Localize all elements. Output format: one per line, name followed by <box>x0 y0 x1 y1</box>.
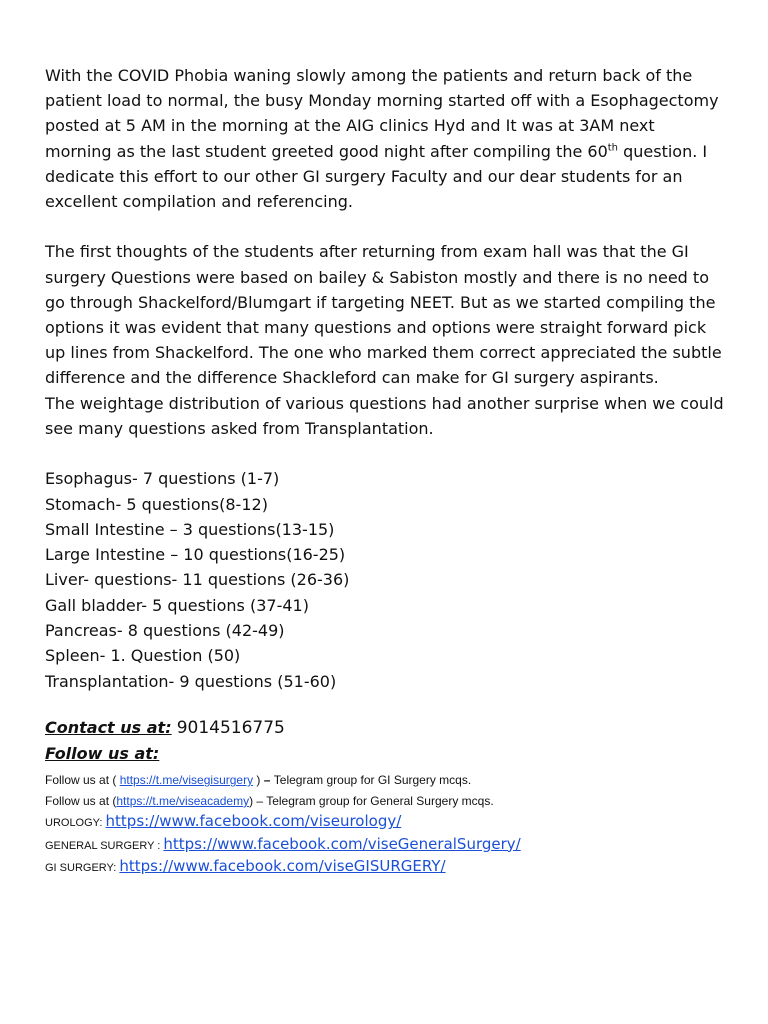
list-item: Stomach- 5 questions(8-12) <box>45 494 268 514</box>
paragraph-spacer <box>45 214 724 239</box>
gi-surgery-row <box>45 856 724 878</box>
link-prefix: Follow us at ( <box>45 773 120 788</box>
list-item: Gall bladder- 5 questions (37-41) <box>45 595 309 615</box>
urology-row <box>45 811 724 833</box>
link-dash: – <box>260 773 274 788</box>
list-item: Spleen- 1. Question (50) <box>45 646 241 666</box>
telegram-gi-link[interactable]: https://t.me/visegisurgery <box>119 773 254 788</box>
link-description: Telegram group for GI Surgery mcqs. <box>273 773 472 788</box>
general-surgery-row <box>45 834 724 856</box>
intro-paragraph-1 <box>45 63 724 214</box>
list-item: Large Intestine – 10 questions(16-25) <box>45 545 346 565</box>
telegram-gi-row <box>45 770 724 790</box>
telegram-general-link[interactable]: https://t.me/viseacademy <box>116 793 250 808</box>
list-item: Small Intestine – 3 questions(13-15) <box>45 519 335 539</box>
paragraph-spacer <box>45 441 724 466</box>
urology-label: UROLOGY: <box>45 817 106 830</box>
list-item: Pancreas- 8 questions (42-49) <box>45 621 285 640</box>
intro-paragraph-1-text: With the COVID Phobia waning slowly among the patients and return back of the patient load to normal, the busy Monday morning started off with a Esophagectomy posted at 5 AM in the morning at the AIG clinics Hyd and It was at 3AM next morning as the last student greeted good night after compiling the 60 <box>45 66 719 161</box>
general-surgery-label: GENERAL SURGERY : <box>45 839 164 852</box>
general-surgery-facebook-link[interactable]: https://www.facebook.com/viseGeneralSurgery/ <box>163 834 521 853</box>
link-description: – Telegram group for General Surgery mcqs. <box>253 793 494 808</box>
ordinal-superscript: th <box>607 142 619 154</box>
link-close: ) <box>253 773 261 788</box>
link-close: ) <box>249 793 254 808</box>
intro-paragraph-3: The weightage distribution of various questions had another surprise when we could see many questions asked from Transplantation. <box>45 393 724 438</box>
social-links <box>45 770 724 878</box>
follow-label: Follow us at: <box>45 744 160 764</box>
contact-phone: 9014516775 <box>176 717 285 738</box>
contact-line <box>45 715 724 741</box>
intro-paragraph-1-text-end: question. I dedicate this effort to our other GI surgery Faculty and our dear students for an excellent compilation and referencing. <box>45 141 708 212</box>
list-item: Transplantation- 9 questions (51-60) <box>45 671 337 691</box>
question-distribution-list <box>45 466 724 694</box>
list-item: Liver- questions- 11 questions (26-36) <box>45 570 350 590</box>
follow-line <box>45 741 724 766</box>
intro-paragraph-2: The first thoughts of the students after returning from exam hall was that the GI surgery Questions were based on bailey & Sabiston mostly and there is no need to go through Shackelford/Blumgart if targeting NEET. But as we started compiling the options it was evident that many questions and options were straight forward pick up lines from Shackelford. The one who marked them correct appreciated the subtle difference and the difference Shackleford can make for GI surgery aspirants. <box>45 242 722 388</box>
link-prefix: Follow us at ( <box>45 793 117 808</box>
gi-surgery-facebook-link[interactable]: https://www.facebook.com/viseGISURGERY/ <box>119 857 446 876</box>
gi-surgery-label: GI SURGERY: <box>45 862 120 875</box>
contact-block <box>45 715 724 767</box>
telegram-general-row <box>45 791 724 811</box>
list-item: Esophagus- 7 questions (1-7) <box>45 469 280 489</box>
contact-label: Contact us at: <box>45 717 172 737</box>
urology-facebook-link[interactable]: https://www.facebook.com/viseurology/ <box>105 812 402 831</box>
